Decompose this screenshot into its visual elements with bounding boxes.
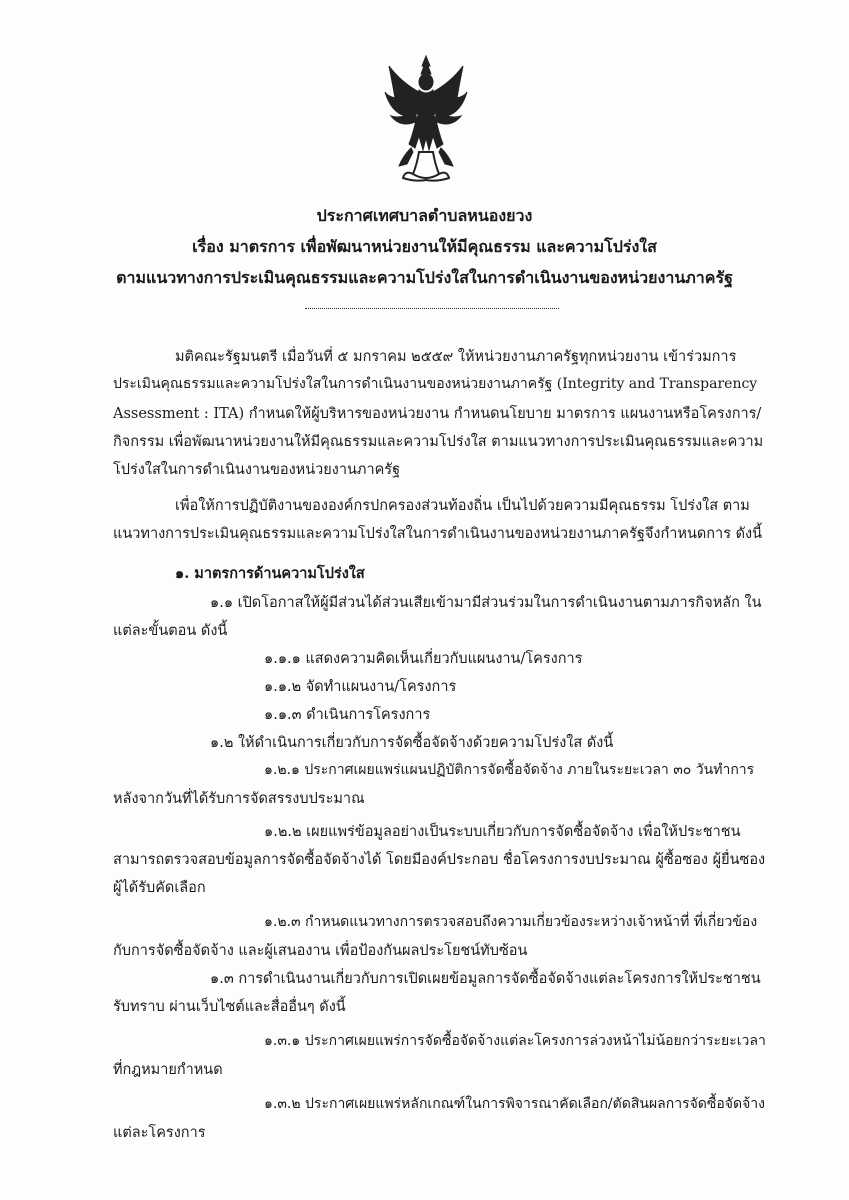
clause-line: รับทราบ ผ่านเว็บไซต์และสื่ออื่นๆ ดังนี้ — [113, 999, 346, 1015]
paragraph-line: ประเมินคุณธรรมและความโปร่งใสในการดำเนินงานของหน่วยงานภาครัฐ (Integrity and Transparency — [113, 376, 758, 392]
clause-line: ๑.๒.๑ ประกาศเผยแพร่แผนปฏิบัติการจัดซื้อจัดจ้าง ภายในระยะเวลา ๓๐ วันทำการ — [264, 762, 755, 778]
paragraph-line: โปร่งใสในการดำเนินงานของหน่วยงานภาครัฐ — [113, 462, 401, 478]
clause-line: ๑.๑.๓ ดำเนินการโครงการ — [264, 707, 431, 723]
clause-line: ๑.๑ เปิดโอกาสให้ผู้มีส่วนได้ส่วนเสียเข้ามามีส่วนร่วมในการดำเนินงานตามภารกิจหลัก ใน — [210, 595, 762, 611]
clause-line: ๑.๓.๒ ประกาศเผยแพร่หลักเกณฑ์ในการพิจารณาคัดเลือก/ตัดสินผลการจัดซื้อจัดจ้าง — [264, 1096, 765, 1112]
clause-line: ผู้ได้รับคัดเลือก — [113, 880, 206, 896]
paragraph-line: แนวทางการประเมินคุณธรรมและความโปร่งใสในการดำเนินงานของหน่วยงานภาครัฐจึงกำหนดการ ดังนี้ — [113, 526, 763, 542]
paragraph-line: กิจกรรม เพื่อพัฒนาหน่วยงานให้มีคุณธรรมและความโปร่งใส ตามแนวทางการประเมินคุณธรรมและความ — [113, 434, 764, 450]
clause-line: ๑.๓.๑ ประกาศเผยแพร่การจัดซื้อจัดจ้างแต่ละโครงการล่วงหน้าไม่น้อยกว่าระยะเวลา — [264, 1033, 766, 1049]
clause-line: ๑.๒.๓ กำหนดแนวทางการตรวจสอบถึงความเกี่ยวข้องระหว่างเจ้าหน้าที่ ที่เกี่ยวข้อง — [264, 914, 758, 930]
clause-line: ๑.๒ ให้ดำเนินการเกี่ยวกับการจัดซื้อจัดจ้างด้วยความโปร่งใส ดังนี้ — [210, 735, 614, 751]
clause-line: ๑.๑.๒ จัดทำแผนงาน/โครงการ — [264, 679, 457, 695]
clause-line: สามารถตรวจสอบข้อมูลการจัดซื้อจัดจ้างได้ โดยมีองค์ประกอบ ชื่อโครงการงบประมาณ ผู้ซื้อซอง ผู้ยื่นซอง — [113, 852, 766, 868]
doc-title: ประกาศเทศบาลตำบลหนองยวง — [316, 206, 533, 225]
garuda-emblem-icon — [383, 52, 469, 184]
clause-line: ที่กฎหมายกำหนด — [113, 1062, 223, 1078]
section-heading: ๑. มาตรการด้านความโปร่งใส — [175, 565, 365, 582]
paragraph-line: เพื่อให้การปฏิบัติงานขององค์กรปกครองส่วนท้องถิ่น เป็นไปด้วยความมีคุณธรรม โปร่งใส ตาม — [175, 498, 750, 514]
paragraph-line: มติคณะรัฐมนตรี เมื่อวันที่ ๕ มกราคม ๒๕๕๙ ให้หน่วยงานภาครัฐทุกหน่วยงาน เข้าร่วมการ — [175, 349, 737, 365]
clause-line: แต่ละขั้นตอน ดังนี้ — [113, 623, 228, 639]
clause-line: ๑.๒.๒ เผยแพร่ข้อมูลอย่างเป็นระบบเกี่ยวกับการจัดซื้อจัดจ้าง เพื่อให้ประชาชน — [264, 824, 741, 840]
clause-line: ๑.๓ การดำเนินงานเกี่ยวกับการเปิดเผยข้อมูลการจัดซื้อจัดจ้างแต่ละโครงการให้ประชาชน — [210, 971, 761, 987]
clause-line: หลังจากวันที่ได้รับการจัดสรรงบประมาณ — [113, 791, 365, 807]
clause-line: กับการจัดซื้อจัดจ้าง และผู้เสนองาน เพื่อป้องกันผลประโยชน์ทับซ้อน — [113, 943, 528, 959]
clause-line: ๑.๑.๑ แสดงความคิดเห็นเกี่ยวกับแผนงาน/โครงการ — [264, 651, 583, 667]
paragraph-line: Assessment : ITA) กำหนดให้ผู้บริหารของหน่วยงาน กำหนดนโยบาย มาตรการ แผนงานหรือโครงการ/ — [113, 406, 762, 422]
dotted-separator — [305, 308, 559, 309]
doc-subject: เรื่อง มาตรการ เพื่อพัฒนาหน่วยงานให้มีคุณธรรม และความโปร่งใส — [192, 237, 657, 256]
clause-line: แต่ละโครงการ — [113, 1125, 206, 1141]
doc-subject-line-2: ตามแนวทางการประเมินคุณธรรมและความโปร่งใสในการดำเนินงานของหน่วยงานภาครัฐ — [116, 268, 733, 287]
